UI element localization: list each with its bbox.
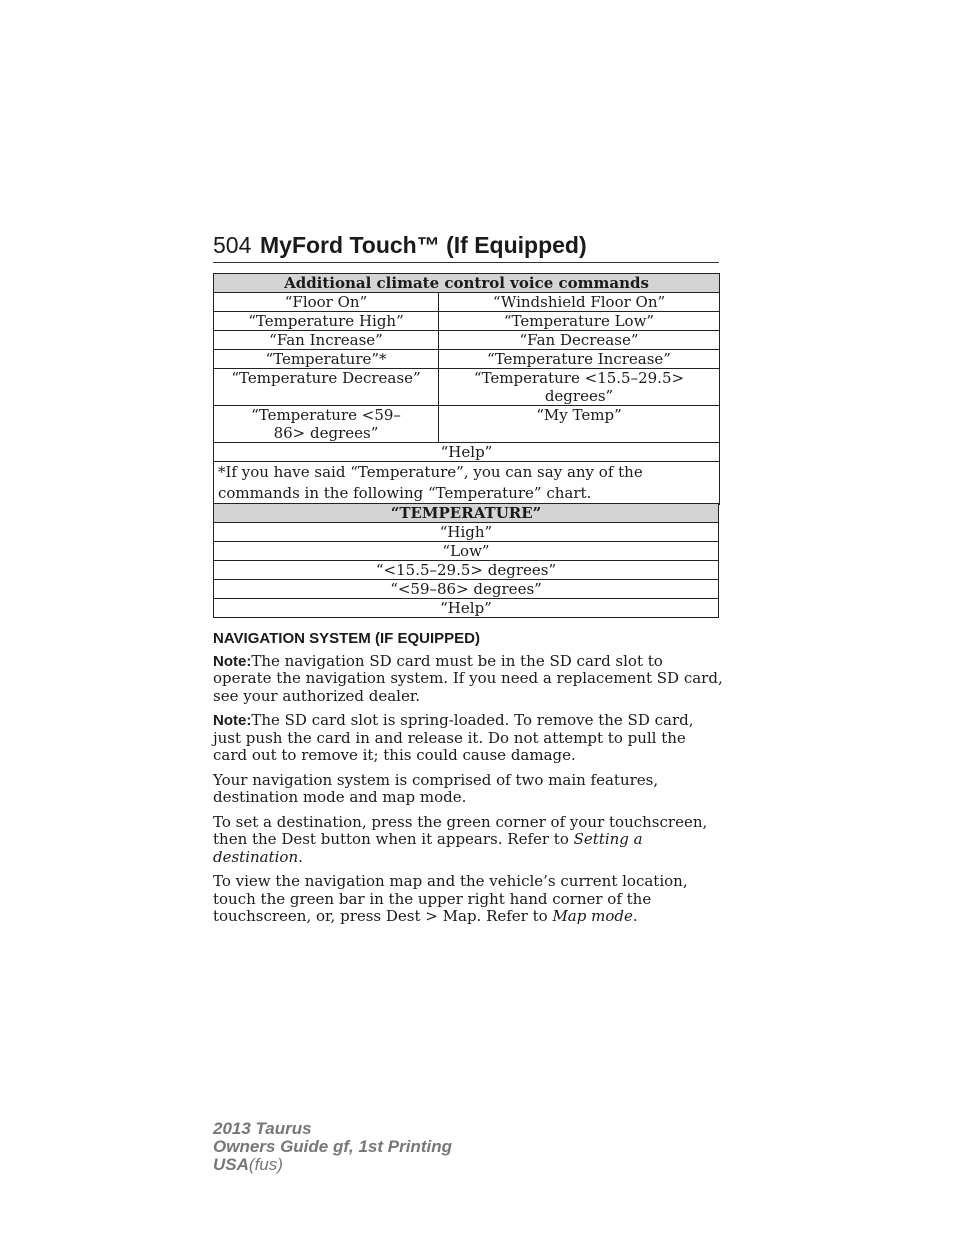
table-row — [214, 523, 719, 542]
table-cell: “Help” — [214, 599, 719, 618]
table-row — [214, 580, 719, 599]
table-row — [214, 369, 720, 406]
table-cell: “High” — [214, 523, 719, 542]
cross-reference: Setting a destination — [213, 830, 643, 866]
paragraph-text: To view the navigation map and the vehicle’s current location, touch the green bar in the upper right hand corner of the touchscreen, or, press Dest > Map. Refer to — [213, 872, 688, 925]
note-label: Note: — [213, 652, 252, 670]
table-cell: “Floor On” — [214, 293, 439, 312]
table-cell: “Temperature <15.5–29.5> degrees” — [439, 369, 720, 406]
table-cell: “Help” — [214, 443, 720, 462]
footer-region: USA — [213, 1155, 249, 1174]
footer-line — [213, 1156, 452, 1174]
body-paragraph — [213, 814, 723, 867]
footer-suffix: (fus) — [248, 1155, 283, 1174]
table-row — [214, 542, 719, 561]
table-cell: “Fan Increase” — [214, 331, 439, 350]
table-row — [214, 293, 720, 312]
table-cell: “<15.5–29.5> degrees” — [214, 561, 719, 580]
climate-commands-table — [213, 273, 720, 505]
note-paragraph — [213, 712, 723, 765]
table-footnote: *If you have said “Temperature”, you can say any of the commands in the following “Temperature” chart. — [214, 462, 720, 505]
table-cell: “Temperature Decrease” — [214, 369, 439, 406]
table-title: “TEMPERATURE” — [214, 504, 719, 523]
body-paragraph: Your navigation system is comprised of two main features, destination mode and map mode. — [213, 770, 659, 806]
table-row — [214, 406, 720, 443]
navigation-section — [213, 630, 723, 933]
section-heading: NAVIGATION SYSTEM (IF EQUIPPED) — [213, 630, 480, 647]
table-row — [214, 443, 720, 462]
note-paragraph — [213, 653, 723, 706]
section-title: MyFord Touch™ (If Equipped) — [260, 232, 587, 258]
paragraph-end: . — [632, 907, 638, 925]
table-cell: “Low” — [214, 542, 719, 561]
page-number: 504 — [213, 232, 252, 258]
footer-line: 2013 Taurus — [213, 1119, 312, 1138]
note-text: The SD card slot is spring-loaded. To remove the SD card, just push the card in and release it. Do not attempt to pull the card out to remove it; this could cause damage. — [213, 711, 694, 764]
page-footer — [213, 1120, 452, 1174]
table-row — [214, 462, 720, 505]
footer-line: Owners Guide gf, 1st Printing — [213, 1137, 452, 1156]
table-cell: “Temperature High” — [214, 312, 439, 331]
temperature-commands-table — [213, 503, 719, 618]
table-cell: “<59–86> degrees” — [214, 580, 719, 599]
table-cell: “My Temp” — [439, 406, 720, 443]
table-title: Additional climate control voice commands — [214, 274, 720, 293]
table-cell: “Temperature <59–86> degrees” — [214, 406, 439, 443]
table-row — [214, 599, 719, 618]
table-cell: “Temperature Increase” — [439, 350, 720, 369]
body-paragraph — [213, 873, 723, 926]
table-cell: “Temperature Low” — [439, 312, 720, 331]
note-text: The navigation SD card must be in the SD card slot to operate the navigation system. If you need a replacement SD card, see your authorized dealer. — [213, 651, 723, 705]
page-header — [213, 232, 719, 263]
paragraph-end: . — [298, 847, 303, 866]
table-cell: “Fan Decrease” — [439, 331, 720, 350]
table-row — [214, 350, 720, 369]
paragraph-text: To set a destination, press the green corner of your touchscreen, then the Dest button when it appears. Refer to — [213, 812, 708, 848]
table-cell: “Windshield Floor On” — [439, 293, 720, 312]
note-label: Note: — [213, 712, 252, 729]
table-row — [214, 561, 719, 580]
table-row — [214, 331, 720, 350]
table-row — [214, 312, 720, 331]
table-cell: “Temperature”* — [214, 350, 439, 369]
cross-reference: Map mode — [552, 907, 633, 925]
